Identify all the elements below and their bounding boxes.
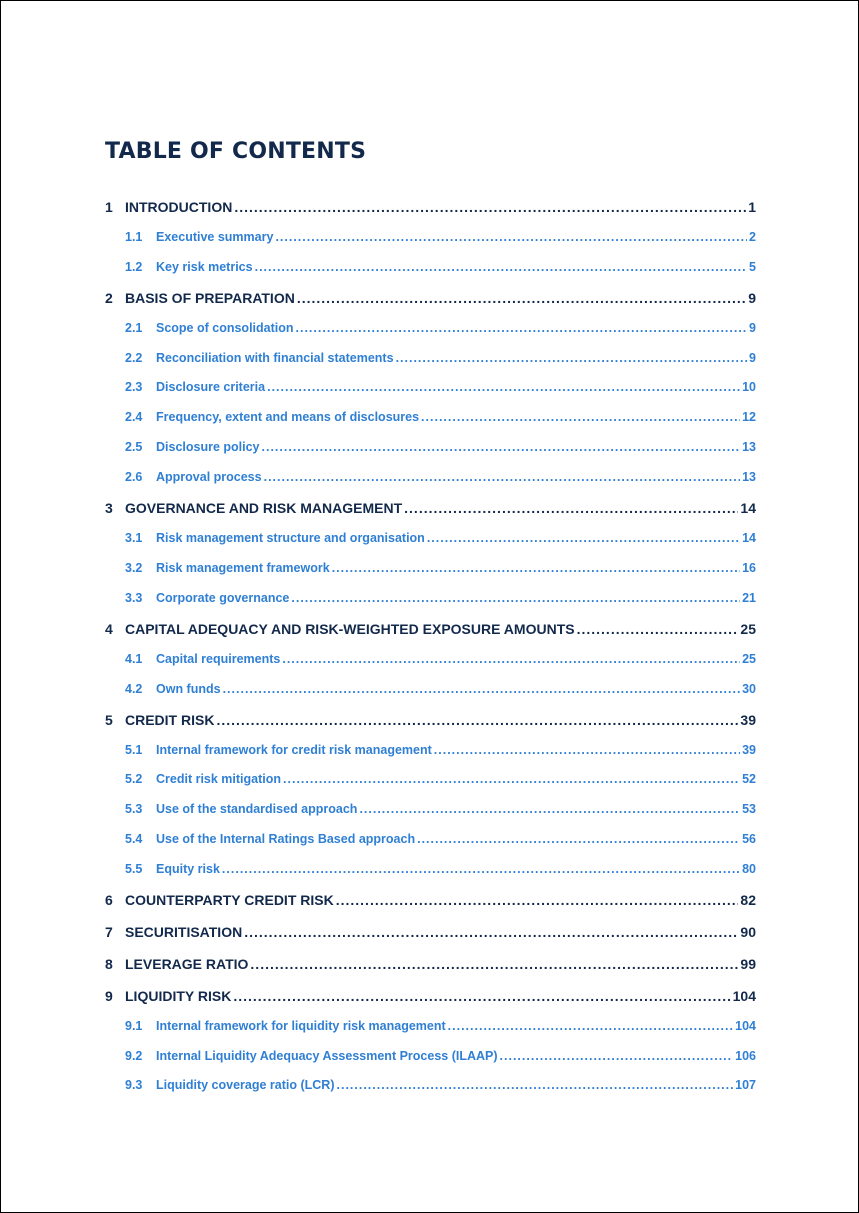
toc-entry-page-number: 80: [742, 862, 756, 876]
toc-dot-leader: [396, 351, 747, 365]
toc-entry-number: 1.1: [125, 230, 143, 244]
toc-dot-leader: [427, 531, 740, 545]
toc-subsection-entry[interactable]: [125, 862, 756, 876]
toc-entry-label: Liquidity coverage ratio (LCR): [156, 1078, 335, 1092]
toc-dot-leader: [336, 892, 739, 908]
toc-entry-number: 2.3: [125, 380, 143, 394]
toc-dot-leader: [216, 712, 738, 728]
toc-entry-label: COUNTERPARTY CREDIT RISK: [125, 892, 334, 908]
toc-entry-number: 3.3: [125, 591, 143, 605]
toc-entry-number: 3.2: [125, 561, 143, 575]
toc-entry-label: Internal Liquidity Adequacy Assessment Process (ILAAP): [156, 1049, 498, 1063]
toc-dot-leader: [291, 591, 740, 605]
toc-dot-leader: [434, 743, 740, 757]
toc-entry-number: 5.1: [125, 743, 143, 757]
toc-dot-leader: [404, 500, 738, 516]
toc-entry-label: Equity risk: [156, 862, 220, 876]
toc-subsection-entry[interactable]: [125, 652, 756, 666]
toc-entry-number: 9.2: [125, 1049, 143, 1063]
toc-dot-leader: [244, 924, 738, 940]
toc-subsection-entry[interactable]: [125, 410, 756, 424]
toc-entry-page-number: 39: [740, 712, 756, 728]
toc-subsection-entry[interactable]: [125, 260, 756, 274]
toc-dot-leader: [223, 682, 741, 696]
toc-dot-leader: [421, 410, 740, 424]
toc-entry-number: 9: [105, 988, 113, 1004]
toc-entry-number: 4.2: [125, 682, 143, 696]
toc-dot-leader: [233, 988, 730, 1004]
toc-subsection-entry[interactable]: [125, 802, 756, 816]
toc-dot-leader: [332, 561, 740, 575]
toc-entry-number: 3: [105, 500, 113, 516]
toc-entry-number: 5.2: [125, 772, 143, 786]
toc-entry-label: CREDIT RISK: [125, 712, 215, 728]
toc-subsection-entry[interactable]: [125, 380, 756, 394]
toc-entry-page-number: 90: [740, 924, 756, 940]
toc-entry-page-number: 2: [749, 230, 756, 244]
toc-subsection-entry[interactable]: [125, 470, 756, 484]
toc-entry-label: INTRODUCTION: [125, 199, 233, 215]
toc-entry-page-number: 9: [749, 321, 756, 335]
toc-dot-leader: [275, 230, 747, 244]
toc-entry-number: 5.4: [125, 832, 143, 846]
toc-entry-page-number: 52: [742, 772, 756, 786]
toc-dot-leader: [417, 832, 740, 846]
toc-subsection-entry[interactable]: [125, 1078, 756, 1092]
toc-entry-label: GOVERNANCE AND RISK MANAGEMENT: [125, 500, 403, 516]
toc-entry-page-number: 53: [742, 802, 756, 816]
toc-subsection-entry[interactable]: [125, 682, 756, 696]
toc-subsection-entry[interactable]: [125, 351, 756, 365]
toc-dot-leader: [448, 1019, 733, 1033]
toc-entry-label: Executive summary: [156, 230, 274, 244]
toc-entry-page-number: 107: [735, 1078, 756, 1092]
toc-entry-page-number: 9: [748, 290, 756, 306]
toc-dot-leader: [250, 956, 738, 972]
toc-section-entry[interactable]: [105, 712, 756, 728]
toc-entry-label: Key risk metrics: [156, 260, 253, 274]
toc-subsection-entry[interactable]: [125, 561, 756, 575]
toc-entry-number: 2.1: [125, 321, 143, 335]
toc-entry-label: Frequency, extent and means of disclosures: [156, 410, 420, 424]
toc-list: [1, 1, 858, 1212]
toc-dot-leader: [222, 862, 740, 876]
toc-entry-page-number: 12: [742, 410, 756, 424]
toc-entry-label: LEVERAGE RATIO: [125, 956, 249, 972]
toc-entry-number: 5.5: [125, 862, 143, 876]
toc-entry-page-number: 13: [742, 440, 756, 454]
toc-entry-number: 2: [105, 290, 113, 306]
toc-section-entry[interactable]: [105, 290, 756, 306]
toc-subsection-entry[interactable]: [125, 531, 756, 545]
toc-dot-leader: [255, 260, 747, 274]
toc-subsection-entry[interactable]: [125, 591, 756, 605]
toc-section-entry[interactable]: [105, 892, 756, 908]
toc-subsection-entry[interactable]: [125, 1019, 756, 1033]
toc-dot-leader: [262, 440, 741, 454]
toc-dot-leader: [283, 772, 740, 786]
toc-dot-leader: [264, 470, 741, 484]
toc-entry-label: Risk management structure and organisation: [156, 531, 425, 545]
toc-entry-label: Risk management framework: [156, 561, 330, 575]
toc-entry-page-number: 10: [742, 380, 756, 394]
toc-entry-page-number: 104: [732, 988, 756, 1004]
toc-entry-label: Internal framework for credit risk management: [156, 743, 432, 757]
toc-entry-label: Approval process: [156, 470, 262, 484]
toc-entry-label: Corporate governance: [156, 591, 290, 605]
toc-entry-page-number: 56: [742, 832, 756, 846]
toc-subsection-entry[interactable]: [125, 772, 756, 786]
toc-dot-leader: [359, 802, 740, 816]
toc-entry-page-number: 14: [740, 500, 756, 516]
toc-subsection-entry[interactable]: [125, 743, 756, 757]
toc-entry-number: 3.1: [125, 531, 143, 545]
toc-entry-number: 1: [105, 199, 113, 215]
toc-entry-page-number: 99: [740, 956, 756, 972]
toc-entry-page-number: 16: [742, 561, 756, 575]
toc-entry-page-number: 13: [742, 470, 756, 484]
toc-entry-label: Disclosure policy: [156, 440, 260, 454]
toc-entry-label: Internal framework for liquidity risk management: [156, 1019, 446, 1033]
toc-entry-number: 7: [105, 924, 113, 940]
toc-entry-number: 4: [105, 621, 113, 637]
toc-entry-label: Credit risk mitigation: [156, 772, 282, 786]
toc-subsection-entry[interactable]: [125, 321, 756, 335]
toc-entry-number: 9.1: [125, 1019, 143, 1033]
toc-entry-label: Scope of consolidation: [156, 321, 294, 335]
toc-section-entry[interactable]: [105, 988, 756, 1004]
toc-dot-leader: [296, 321, 748, 335]
toc-entry-page-number: 5: [749, 260, 756, 274]
toc-subsection-entry[interactable]: [125, 440, 756, 454]
toc-entry-page-number: 1: [748, 199, 756, 215]
toc-entry-page-number: 39: [742, 743, 756, 757]
toc-entry-page-number: 25: [742, 652, 756, 666]
toc-entry-page-number: 14: [742, 531, 756, 545]
toc-entry-page-number: 104: [735, 1019, 756, 1033]
toc-entry-label: LIQUIDITY RISK: [125, 988, 232, 1004]
toc-entry-page-number: 30: [742, 682, 756, 696]
toc-dot-leader: [500, 1049, 734, 1063]
toc-entry-number: 2.2: [125, 351, 143, 365]
toc-subsection-entry[interactable]: [125, 1049, 756, 1063]
toc-entry-number: 4.1: [125, 652, 143, 666]
toc-entry-page-number: 25: [740, 621, 756, 637]
toc-entry-page-number: 106: [735, 1049, 756, 1063]
toc-entry-label: Use of the Internal Ratings Based approach: [156, 832, 416, 846]
toc-section-entry[interactable]: [105, 500, 756, 516]
toc-dot-leader: [267, 380, 740, 394]
toc-entry-label: CAPITAL ADEQUACY AND RISK-WEIGHTED EXPOSURE AMOUNTS: [125, 621, 575, 637]
toc-subsection-entry[interactable]: [125, 230, 756, 244]
toc-section-entry[interactable]: [105, 956, 756, 972]
toc-entry-number: 2.6: [125, 470, 143, 484]
toc-entry-number: 1.2: [125, 260, 143, 274]
toc-entry-label: SECURITISATION: [125, 924, 243, 940]
toc-entry-label: Capital requirements: [156, 652, 281, 666]
toc-dot-leader: [337, 1078, 734, 1092]
toc-heading: TABLE OF CONTENTS: [105, 139, 367, 164]
toc-entry-page-number: 82: [740, 892, 756, 908]
toc-entry-number: 9.3: [125, 1078, 143, 1092]
toc-entry-page-number: 9: [749, 351, 756, 365]
toc-dot-leader: [297, 290, 746, 306]
toc-entry-number: 6: [105, 892, 113, 908]
toc-dot-leader: [282, 652, 740, 666]
toc-entry-label: BASIS OF PREPARATION: [125, 290, 295, 306]
toc-entry-label: Use of the standardised approach: [156, 802, 358, 816]
toc-entry-page-number: 21: [742, 591, 756, 605]
toc-section-entry[interactable]: [105, 199, 756, 215]
toc-section-entry[interactable]: [105, 924, 756, 940]
toc-entry-number: 8: [105, 956, 113, 972]
toc-entry-label: Reconciliation with financial statements: [156, 351, 394, 365]
toc-subsection-entry[interactable]: [125, 832, 756, 846]
toc-dot-leader: [234, 199, 746, 215]
toc-dot-leader: [577, 621, 739, 637]
toc-section-entry[interactable]: [105, 621, 756, 637]
toc-entry-label: Disclosure criteria: [156, 380, 266, 394]
toc-entry-number: 2.5: [125, 440, 143, 454]
toc-entry-number: 2.4: [125, 410, 143, 424]
toc-entry-label: Own funds: [156, 682, 221, 696]
toc-entry-number: 5.3: [125, 802, 143, 816]
toc-entry-number: 5: [105, 712, 113, 728]
